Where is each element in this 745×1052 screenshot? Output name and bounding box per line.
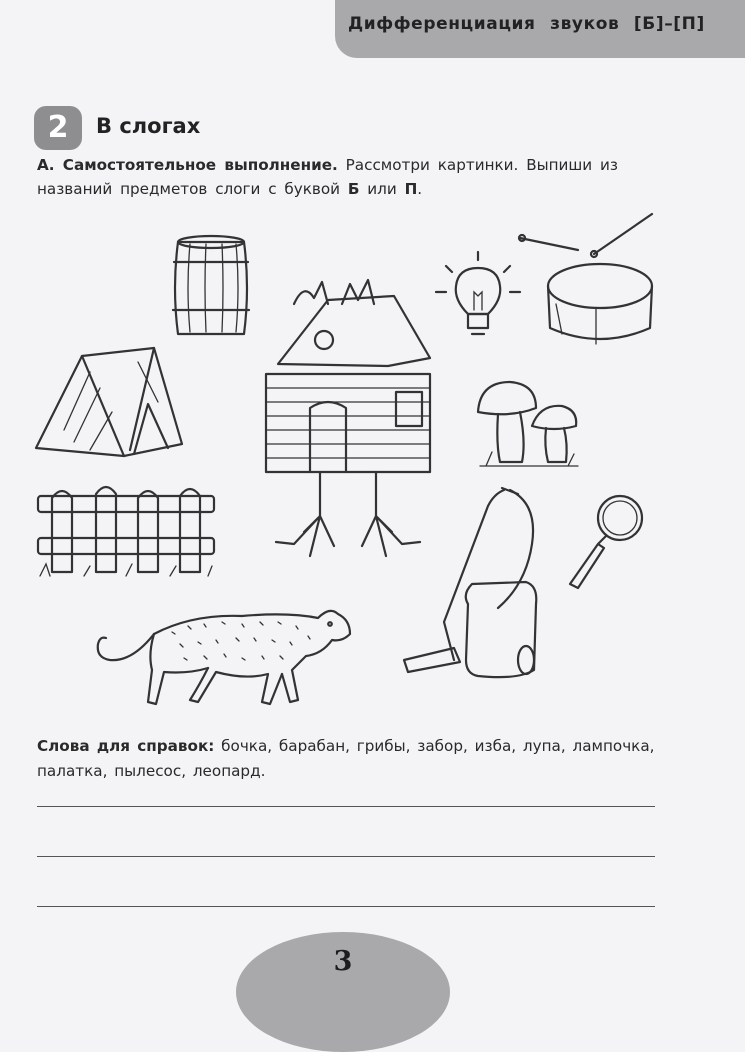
instructions-text: Рассмотри картинки. Выпиши из названий предметов слоги с буквой (37, 156, 618, 198)
drum-icon (516, 208, 662, 348)
reference-words (37, 734, 667, 784)
vacuum-cleaner-icon (398, 484, 544, 684)
task-title: В слогах (96, 114, 201, 138)
instructions (37, 153, 657, 201)
lightbulb-icon (432, 248, 524, 342)
magnifier-icon (562, 488, 648, 592)
answer-line-2[interactable] (37, 856, 655, 857)
leopard-icon (92, 598, 356, 712)
fence-icon (34, 478, 218, 582)
reference-words-list: бочка, барабан, грибы, забор, изба, лупа, лампочка, палатка, пылесос, леопард. (37, 737, 655, 780)
mushrooms-icon (470, 372, 582, 472)
page-number: 3 (333, 946, 353, 977)
page-header-title: Дифференциация звуков [Б]–[П] (348, 14, 705, 34)
answer-line-3[interactable] (37, 906, 655, 907)
answer-line-1[interactable] (37, 806, 655, 807)
tent-icon (30, 342, 188, 460)
instructions-end: . (417, 180, 423, 198)
instructions-letter-b: Б (347, 180, 360, 198)
reference-label: Слова для справок: (37, 737, 215, 755)
instructions-joiner: или (359, 180, 405, 198)
instructions-label: А. Самостоятельное выполнение. (37, 156, 338, 174)
barrel-icon (168, 232, 254, 344)
instructions-letter-p: П (404, 180, 418, 198)
task-number-badge: 2 (34, 106, 82, 150)
